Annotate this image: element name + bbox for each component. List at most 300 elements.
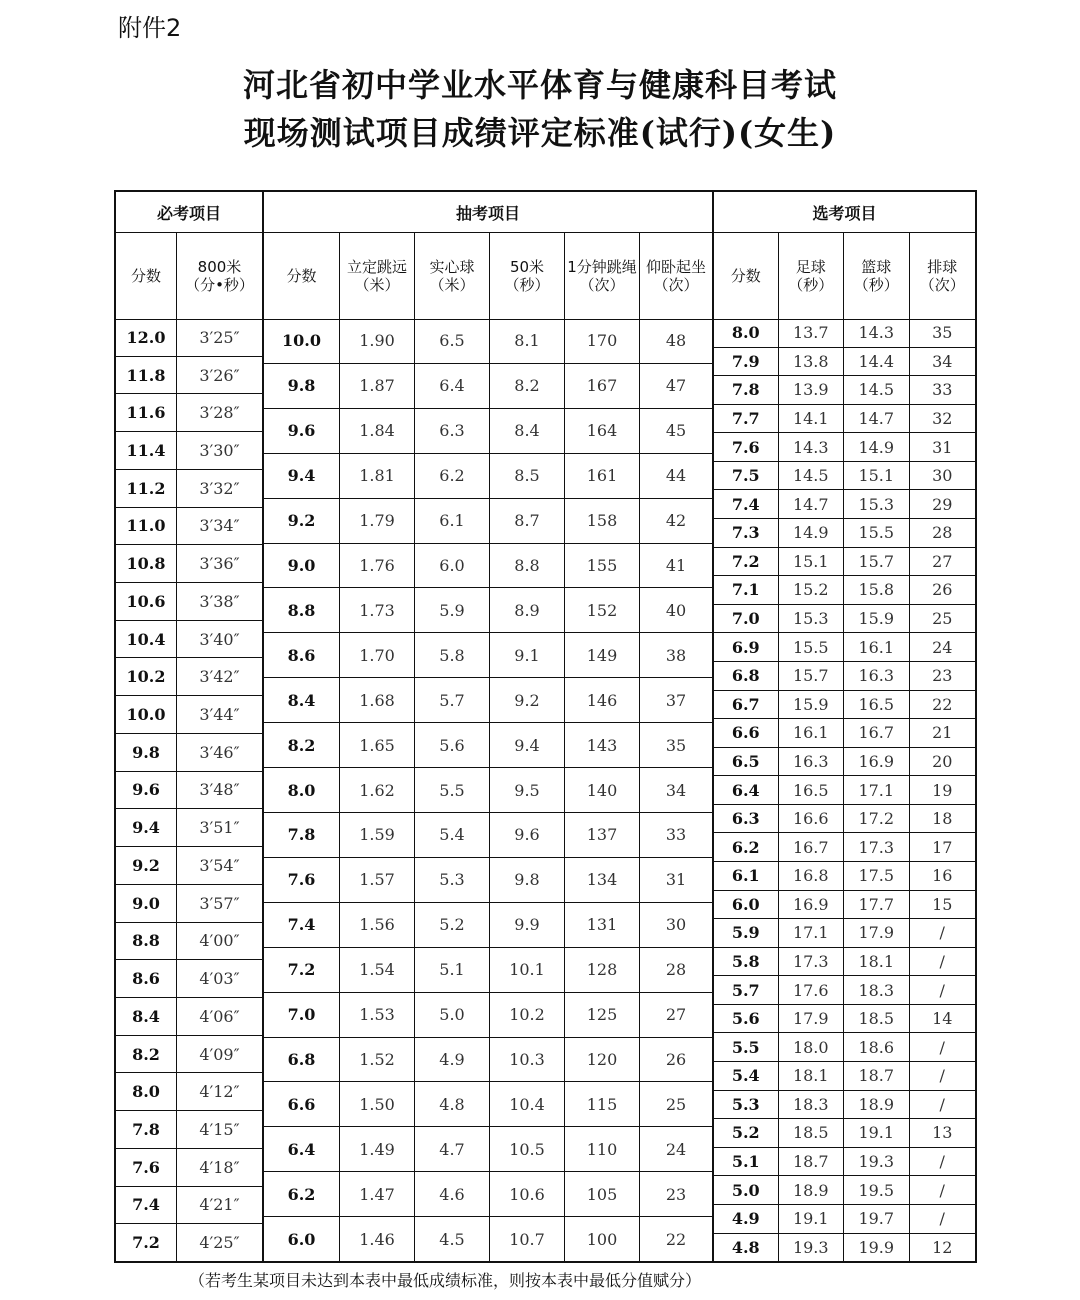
- table-row: [116, 998, 262, 1036]
- value-cell: 26: [909, 576, 976, 604]
- table-row: [714, 976, 975, 1005]
- elective-column-header: 排球 （次）: [909, 233, 976, 319]
- value-cell: 16.3: [778, 748, 844, 776]
- table-row: [714, 376, 975, 405]
- value-cell: 3′30″: [176, 432, 262, 469]
- score-cell: 10.8: [126, 554, 166, 574]
- table-row: [264, 1217, 712, 1261]
- value-cell: 10.1: [489, 948, 564, 992]
- value-cell: 1.81: [339, 454, 414, 498]
- value-cell: 1.90: [339, 319, 414, 363]
- value-cell: 4.7: [414, 1127, 489, 1171]
- value-cell: 14.7: [843, 405, 909, 433]
- value-cell: 1.73: [339, 588, 414, 632]
- value-cell: 17.7: [843, 891, 909, 919]
- value-cell: 10.6: [489, 1172, 564, 1216]
- score-cell: 10.2: [126, 667, 166, 687]
- score-cell: 6.0: [731, 894, 760, 914]
- value-cell: 18: [909, 805, 976, 833]
- value-cell: 8.1: [489, 319, 564, 363]
- table-row: [264, 948, 712, 993]
- score-cell: 8.2: [287, 735, 316, 755]
- table-row: [116, 1111, 262, 1149]
- table-row: [264, 633, 712, 678]
- score-cell: 7.4: [731, 494, 760, 514]
- value-cell: 158: [564, 499, 639, 543]
- value-cell: /: [909, 919, 976, 947]
- table-row: [264, 588, 712, 633]
- score-cell: 11.2: [126, 478, 166, 498]
- value-cell: 14: [909, 1005, 976, 1033]
- score-cell: 7.9: [731, 351, 760, 371]
- table-row: [714, 862, 975, 891]
- table-row: [714, 1148, 975, 1177]
- value-cell: 17.3: [778, 948, 844, 976]
- value-cell: 131: [564, 903, 639, 947]
- score-cell: 6.2: [287, 1184, 316, 1204]
- value-cell: 10.4: [489, 1082, 564, 1126]
- value-cell: 3′48″: [176, 772, 262, 809]
- value-cell: /: [909, 948, 976, 976]
- value-cell: 14.9: [843, 433, 909, 461]
- value-cell: /: [909, 1148, 976, 1176]
- value-cell: 13.8: [778, 348, 844, 376]
- value-cell: 1.50: [339, 1082, 414, 1126]
- value-cell: 24: [639, 1127, 712, 1171]
- score-cell: 7.8: [287, 825, 316, 845]
- drawn-items-body: [264, 319, 712, 1261]
- value-cell: 1.59: [339, 813, 414, 857]
- value-cell: 5.8: [414, 633, 489, 677]
- value-cell: 25: [639, 1082, 712, 1126]
- value-cell: 14.3: [843, 319, 909, 347]
- value-cell: 28: [909, 519, 976, 547]
- score-cell: 10.6: [126, 591, 166, 611]
- score-cell: 9.4: [287, 466, 316, 486]
- value-cell: 24: [909, 633, 976, 661]
- score-cell: 9.8: [132, 742, 160, 762]
- score-cell: 5.6: [731, 1009, 760, 1029]
- value-cell: 15.7: [778, 662, 844, 690]
- value-cell: 14.3: [778, 433, 844, 461]
- value-cell: 3′28″: [176, 394, 262, 431]
- value-cell: 155: [564, 544, 639, 588]
- value-cell: 146: [564, 678, 639, 722]
- value-cell: 16.6: [778, 805, 844, 833]
- value-cell: 4′21″: [176, 1187, 262, 1224]
- table-row: [714, 1091, 975, 1120]
- table-row: [714, 691, 975, 720]
- value-cell: 105: [564, 1172, 639, 1216]
- value-cell: 1.53: [339, 993, 414, 1037]
- score-cell: 5.9: [731, 923, 760, 943]
- value-cell: 19.3: [843, 1148, 909, 1176]
- value-cell: 12: [909, 1234, 976, 1262]
- value-cell: /: [909, 1062, 976, 1090]
- value-cell: 1.54: [339, 948, 414, 992]
- value-cell: 17.9: [843, 919, 909, 947]
- value-cell: 9.2: [489, 678, 564, 722]
- value-cell: 170: [564, 319, 639, 363]
- value-cell: 23: [639, 1172, 712, 1216]
- value-cell: 18.0: [778, 1033, 844, 1061]
- value-cell: 17: [909, 833, 976, 861]
- value-cell: 6.1: [414, 499, 489, 543]
- value-cell: /: [909, 1176, 976, 1204]
- score-cell: 8.8: [132, 931, 160, 951]
- value-cell: 4.6: [414, 1172, 489, 1216]
- score-cell: 8.6: [132, 969, 160, 989]
- value-cell: 16: [909, 862, 976, 890]
- table-row: [714, 748, 975, 777]
- table-row: [264, 993, 712, 1038]
- table-row: [714, 948, 975, 977]
- table-row: [264, 319, 712, 364]
- value-cell: 152: [564, 588, 639, 632]
- value-cell: 128: [564, 948, 639, 992]
- score-cell: 9.6: [132, 780, 160, 800]
- table-row: [264, 544, 712, 589]
- score-cell: 9.6: [287, 421, 316, 441]
- value-cell: 120: [564, 1038, 639, 1082]
- value-cell: 115: [564, 1082, 639, 1126]
- value-cell: 4′15″: [176, 1111, 262, 1148]
- value-cell: 34: [639, 768, 712, 812]
- value-cell: 14.1: [778, 405, 844, 433]
- value-cell: 16.1: [843, 633, 909, 661]
- value-cell: 35: [639, 723, 712, 767]
- table-row: [116, 545, 262, 583]
- value-cell: 1.87: [339, 364, 414, 408]
- elective-items-header: 选考项目: [714, 192, 975, 233]
- value-cell: 1.84: [339, 409, 414, 453]
- value-cell: 22: [909, 691, 976, 719]
- score-cell: 7.3: [731, 523, 760, 543]
- value-cell: 1.49: [339, 1127, 414, 1171]
- value-cell: 125: [564, 993, 639, 1037]
- value-cell: 15.5: [778, 633, 844, 661]
- value-cell: 1.79: [339, 499, 414, 543]
- value-cell: 4.5: [414, 1217, 489, 1261]
- value-cell: 164: [564, 409, 639, 453]
- score-cell: 9.2: [287, 511, 316, 531]
- value-cell: 4′25″: [176, 1224, 262, 1261]
- score-cell: 6.4: [287, 1139, 316, 1159]
- value-cell: 22: [639, 1217, 712, 1261]
- value-cell: 1.46: [339, 1217, 414, 1261]
- value-cell: 15.3: [843, 490, 909, 518]
- table-row: [714, 891, 975, 920]
- value-cell: 10.2: [489, 993, 564, 1037]
- value-cell: 37: [639, 678, 712, 722]
- value-cell: 3′40″: [176, 621, 262, 658]
- value-cell: 33: [639, 813, 712, 857]
- value-cell: 1.76: [339, 544, 414, 588]
- score-cell: 8.4: [132, 1006, 160, 1026]
- value-cell: 16.8: [778, 862, 844, 890]
- value-cell: 3′44″: [176, 696, 262, 733]
- score-cell: 7.5: [731, 466, 760, 486]
- value-cell: 16.3: [843, 662, 909, 690]
- value-cell: 18.6: [843, 1033, 909, 1061]
- value-cell: 19.3: [778, 1234, 844, 1262]
- table-row: [714, 490, 975, 519]
- value-cell: 6.5: [414, 319, 489, 363]
- table-row: [714, 1062, 975, 1091]
- value-cell: /: [909, 1033, 976, 1061]
- table-row: [116, 1149, 262, 1187]
- value-cell: 6.3: [414, 409, 489, 453]
- value-cell: 18.1: [778, 1062, 844, 1090]
- table-row: [264, 678, 712, 723]
- value-cell: 17.1: [778, 919, 844, 947]
- value-cell: 1.68: [339, 678, 414, 722]
- value-cell: 30: [909, 462, 976, 490]
- value-cell: 15.9: [843, 605, 909, 633]
- value-cell: 3′32″: [176, 470, 262, 507]
- table-row: [714, 1205, 975, 1234]
- value-cell: 17.6: [778, 976, 844, 1004]
- value-cell: 30: [639, 903, 712, 947]
- value-cell: 42: [639, 499, 712, 543]
- value-cell: 19: [909, 776, 976, 804]
- table-row: [264, 1082, 712, 1127]
- score-cell: 4.9: [731, 1209, 760, 1229]
- value-cell: 8.8: [489, 544, 564, 588]
- table-row: [264, 499, 712, 544]
- value-cell: 18.7: [778, 1148, 844, 1176]
- score-cell: 9.2: [132, 855, 160, 875]
- table-row: [714, 519, 975, 548]
- value-cell: 19.1: [843, 1119, 909, 1147]
- score-cell: 7.2: [287, 960, 316, 980]
- value-cell: 1.52: [339, 1038, 414, 1082]
- value-cell: 161: [564, 454, 639, 498]
- drawn-items-columns: [264, 233, 712, 320]
- value-cell: 27: [909, 548, 976, 576]
- value-cell: 35: [909, 319, 976, 347]
- score-cell: 9.8: [287, 376, 316, 396]
- table-row: [714, 776, 975, 805]
- value-cell: 18.3: [843, 976, 909, 1004]
- score-cell: 6.2: [731, 837, 760, 857]
- value-cell: 8.9: [489, 588, 564, 632]
- score-cell: 6.5: [731, 751, 760, 771]
- score-cell: 8.4: [287, 690, 316, 710]
- value-cell: 5.2: [414, 903, 489, 947]
- value-cell: 13.9: [778, 376, 844, 404]
- value-cell: 31: [909, 433, 976, 461]
- value-cell: 9.5: [489, 768, 564, 812]
- table-row: [264, 1127, 712, 1172]
- value-cell: 149: [564, 633, 639, 677]
- score-cell: 12.0: [126, 327, 166, 347]
- value-cell: 15: [909, 891, 976, 919]
- value-cell: 16.7: [778, 833, 844, 861]
- value-cell: 3′57″: [176, 885, 262, 922]
- score-cell: 11.4: [126, 441, 166, 461]
- footnote: （若考生某项目未达到本表中最低成绩标准，则按本表中最低分值赋分）: [188, 1271, 701, 1290]
- elective-column-header: 分数: [730, 267, 761, 285]
- value-cell: 5.4: [414, 813, 489, 857]
- score-cell: 8.0: [287, 780, 316, 800]
- score-cell: 11.6: [126, 403, 166, 423]
- value-cell: 16.5: [778, 776, 844, 804]
- value-cell: 16.7: [843, 719, 909, 747]
- score-cell: 6.1: [731, 866, 760, 886]
- value-cell: 15.3: [778, 605, 844, 633]
- value-cell: 9.9: [489, 903, 564, 947]
- value-cell: 15.1: [843, 462, 909, 490]
- value-cell: 3′54″: [176, 847, 262, 884]
- table-row: [116, 394, 262, 432]
- table-row: [116, 696, 262, 734]
- value-cell: 1.47: [339, 1172, 414, 1216]
- value-cell: 44: [639, 454, 712, 498]
- value-cell: 1.62: [339, 768, 414, 812]
- table-row: [116, 583, 262, 621]
- score-cell: 9.4: [132, 818, 160, 838]
- value-cell: 8.2: [489, 364, 564, 408]
- value-cell: 9.4: [489, 723, 564, 767]
- table-row: [116, 885, 262, 923]
- value-cell: 8.5: [489, 454, 564, 498]
- table-row: [714, 319, 975, 348]
- table-row: [116, 847, 262, 885]
- score-cell: 7.1: [731, 580, 760, 600]
- attachment-label: 附件2: [118, 14, 182, 42]
- value-cell: 18.1: [843, 948, 909, 976]
- table-row: [714, 433, 975, 462]
- score-cell: 8.8: [287, 600, 316, 620]
- score-cell: 9.0: [287, 555, 316, 575]
- value-cell: 5.0: [414, 993, 489, 1037]
- elective-column-header: 篮球 （秒）: [843, 233, 909, 319]
- table-row: [714, 1234, 975, 1262]
- table-row: [264, 723, 712, 768]
- value-cell: 3′34″: [176, 508, 262, 545]
- value-cell: 19.7: [843, 1205, 909, 1233]
- table-row: [116, 470, 262, 508]
- value-cell: 3′42″: [176, 658, 262, 695]
- elective-items-table: [712, 190, 977, 1263]
- value-cell: 4′00″: [176, 923, 262, 960]
- value-cell: 21: [909, 719, 976, 747]
- value-cell: 16.1: [778, 719, 844, 747]
- value-cell: 1.70: [339, 633, 414, 677]
- table-row: [714, 605, 975, 634]
- score-cell: 5.5: [731, 1037, 760, 1057]
- value-cell: 23: [909, 662, 976, 690]
- value-cell: 1.57: [339, 858, 414, 902]
- value-cell: 28: [639, 948, 712, 992]
- value-cell: 3′46″: [176, 734, 262, 771]
- value-cell: 4′06″: [176, 998, 262, 1035]
- value-cell: 14.9: [778, 519, 844, 547]
- score-cell: 8.2: [132, 1044, 160, 1064]
- table-row: [714, 833, 975, 862]
- score-cell: 8.0: [132, 1082, 160, 1102]
- score-cell: 11.8: [126, 365, 166, 385]
- score-cell: 6.3: [731, 809, 760, 829]
- value-cell: 41: [639, 544, 712, 588]
- required-column-header: 分数: [130, 267, 161, 285]
- value-cell: 13.7: [778, 319, 844, 347]
- score-cell: 7.6: [731, 437, 760, 457]
- score-cell: 6.8: [731, 666, 760, 686]
- table-row: [264, 858, 712, 903]
- value-cell: 6.0: [414, 544, 489, 588]
- value-cell: 14.4: [843, 348, 909, 376]
- value-cell: 25: [909, 605, 976, 633]
- table-row: [116, 772, 262, 810]
- score-cell: 5.0: [731, 1180, 760, 1200]
- score-cell: 7.4: [132, 1195, 160, 1215]
- value-cell: 16.5: [843, 691, 909, 719]
- value-cell: 140: [564, 768, 639, 812]
- value-cell: /: [909, 1091, 976, 1119]
- table-row: [116, 1036, 262, 1074]
- value-cell: 15.5: [843, 519, 909, 547]
- table-row: [264, 364, 712, 409]
- value-cell: 18.7: [843, 1062, 909, 1090]
- value-cell: 5.1: [414, 948, 489, 992]
- value-cell: 4′12″: [176, 1073, 262, 1110]
- value-cell: 110: [564, 1127, 639, 1171]
- value-cell: 4′03″: [176, 960, 262, 997]
- value-cell: 18.9: [843, 1091, 909, 1119]
- table-row: [714, 348, 975, 377]
- score-cell: 6.8: [287, 1049, 316, 1069]
- value-cell: 5.7: [414, 678, 489, 722]
- value-cell: 26: [639, 1038, 712, 1082]
- score-cell: 6.6: [287, 1094, 316, 1114]
- required-items-header: 必考项目: [116, 192, 262, 233]
- required-items-body: [116, 319, 262, 1261]
- score-cell: 6.4: [731, 780, 760, 800]
- value-cell: 15.2: [778, 576, 844, 604]
- score-cell: 6.9: [731, 637, 760, 657]
- value-cell: 5.5: [414, 768, 489, 812]
- value-cell: 27: [639, 993, 712, 1037]
- value-cell: 10.5: [489, 1127, 564, 1171]
- value-cell: 8.4: [489, 409, 564, 453]
- value-cell: 3′26″: [176, 357, 262, 394]
- drawn-column-header: 分数: [286, 267, 317, 285]
- score-cell: 10.0: [282, 331, 321, 351]
- value-cell: 9.1: [489, 633, 564, 677]
- value-cell: 1.56: [339, 903, 414, 947]
- value-cell: 33: [909, 376, 976, 404]
- value-cell: 14.5: [843, 376, 909, 404]
- score-cell: 5.2: [731, 1123, 760, 1143]
- elective-column-header: 足球 （秒）: [778, 233, 844, 319]
- table-row: [714, 719, 975, 748]
- required-items-columns: [116, 233, 262, 320]
- score-cell: 6.7: [731, 694, 760, 714]
- value-cell: 15.7: [843, 548, 909, 576]
- value-cell: /: [909, 1205, 976, 1233]
- score-cell: 8.6: [287, 645, 316, 665]
- required-column-header: 800米 （分•秒）: [176, 233, 262, 319]
- table-row: [714, 1176, 975, 1205]
- table-row: [264, 1038, 712, 1083]
- value-cell: 18.9: [778, 1176, 844, 1204]
- score-cell: 7.6: [287, 870, 316, 890]
- table-row: [116, 508, 262, 546]
- score-cell: 5.7: [731, 980, 760, 1000]
- drawn-column-header: 1分钟跳绳 （次）: [564, 233, 639, 319]
